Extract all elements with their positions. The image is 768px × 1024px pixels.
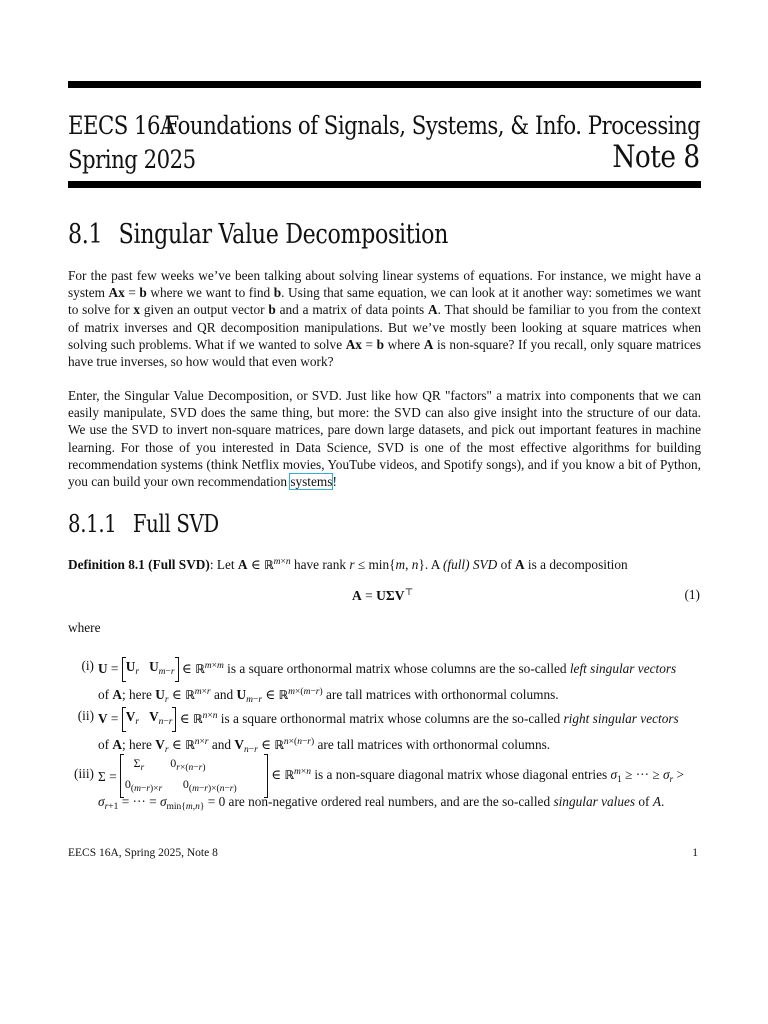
section-number: 8.1	[68, 219, 103, 250]
header-bottom-rule	[68, 181, 701, 188]
subsection-title: Full SVD	[132, 510, 219, 538]
definition-label: Definition 8.1 (Full SVD)	[68, 557, 210, 572]
footer-course-info: EECS 16A, Spring 2025, Note 8	[68, 847, 218, 859]
item-label: (iii)	[74, 766, 94, 781]
header-course: EECS 16A	[68, 111, 175, 140]
list-item-ii: (ii) V = $V_r$ $V_{n-r}$ ∈ ℝ$^{n\times n}$ is a square orthonormal matrix whose columns are the so-called right singular vectors of A; here $V_r$ ∈ ℝ$^{n\times r}$ and $V_{n-r}$ ∈ ℝ$^{n\times(n-r)}$ are tall matrices with orthonormal columns.	[68, 706, 701, 748]
page-number: 1	[692, 847, 698, 859]
intro-paragraph-1: For the past few weeks we’ve been talking about solving linear systems of equations. For instance, we might have a system Ax = b where we want to find b. Using that same equation, we can look at it another way: sometimes we want to solve for x given an output vector b and a matrix of data points A. That should be familiar to you from the context of matrix inverses and QR decomposition manipulations. But we’ve mostly been looking at square matrices when solving such problems. What if we wanted to solve Ax = b where A is non-square? If you recall, only square matrices have true inverses, so how would that even work?	[68, 268, 702, 370]
intro-paragraph-2: Enter, the Singular Value Decomposition, or SVD. Just like how QR "factors" a matrix into components that we can easily manipulate, SVD does the same thing, but more: the SVD can also give insight into the structure of our data. We use the SVD to invert non-square matrices, pare down large datasets, and pick out important features in machine learning. For those of you interested in Data Science, SVD is one of the most effective algorithms for building recommendation systems (think Netflix movies, YouTube videos, and Spotify songs), and if you know a bit of Python, you can build your own recommendation systems!	[68, 388, 701, 490]
equation-svd: A = UΣV⊤	[352, 588, 414, 603]
header-term: Spring 2025	[68, 145, 196, 174]
sigma-block-matrix: $\Sigma_r$ $0_{r\times(n-r)}$ $0_{(m-r)\times r}$ $0_{(m-r)\times(n-r)}$	[120, 754, 268, 798]
item-label: (ii)	[77, 708, 94, 723]
systems-link[interactable]: systems	[290, 474, 333, 490]
definition-full-svd: Definition 8.1 (Full SVD): Let A ∈ ℝ$^{m\times n}$ have rank r ≤ min{m, n}. A (full) SVD of A is a decomposition	[68, 557, 628, 572]
where-text: where	[68, 620, 101, 635]
equation-number: (1)	[684, 587, 700, 602]
header-note: Note 8	[612, 139, 700, 175]
section-title: Singular Value Decomposition	[118, 219, 449, 250]
subsection-heading	[68, 512, 219, 536]
section-heading	[68, 221, 448, 248]
item-label: (i)	[81, 658, 94, 673]
header-course-title: Foundations of Signals, Systems, & Info. Processing	[164, 111, 700, 140]
list-item-iii: (iii) Σ = $\Sigma_r$ $0_{r\times(n-r)}$ $0_{(m-r)\times r}$ $0_{(m-r)\times(n-r)}$ ∈ ℝ$^{m\times n}$ is a non-square diagonal matrix whose diagonal entries $\sigma_1$ ≥ ··· ≥ $\sigma_r$ > $\sigma_{r+1}$ = ··· = $\sigma_{min\{m,n\}} = 0$ are non-negative ordered real numbers, and are the so-called singular values of A.	[68, 754, 701, 814]
list-item-i: (i) U = $U_r$ $U_{m-r}$ ∈ ℝ$^{m\times m}$ is a square orthonormal matrix whose columns are the so-called left singular vectors of A; here $U_r$ ∈ ℝ$^{m\times r}$ and $U_{m-r}$ ∈ ℝ$^{m\times(m-r)}$ are tall matrices with orthonormal columns.	[68, 656, 701, 698]
header-top-rule	[68, 81, 701, 88]
subsection-number: 8.1.1	[68, 510, 117, 538]
